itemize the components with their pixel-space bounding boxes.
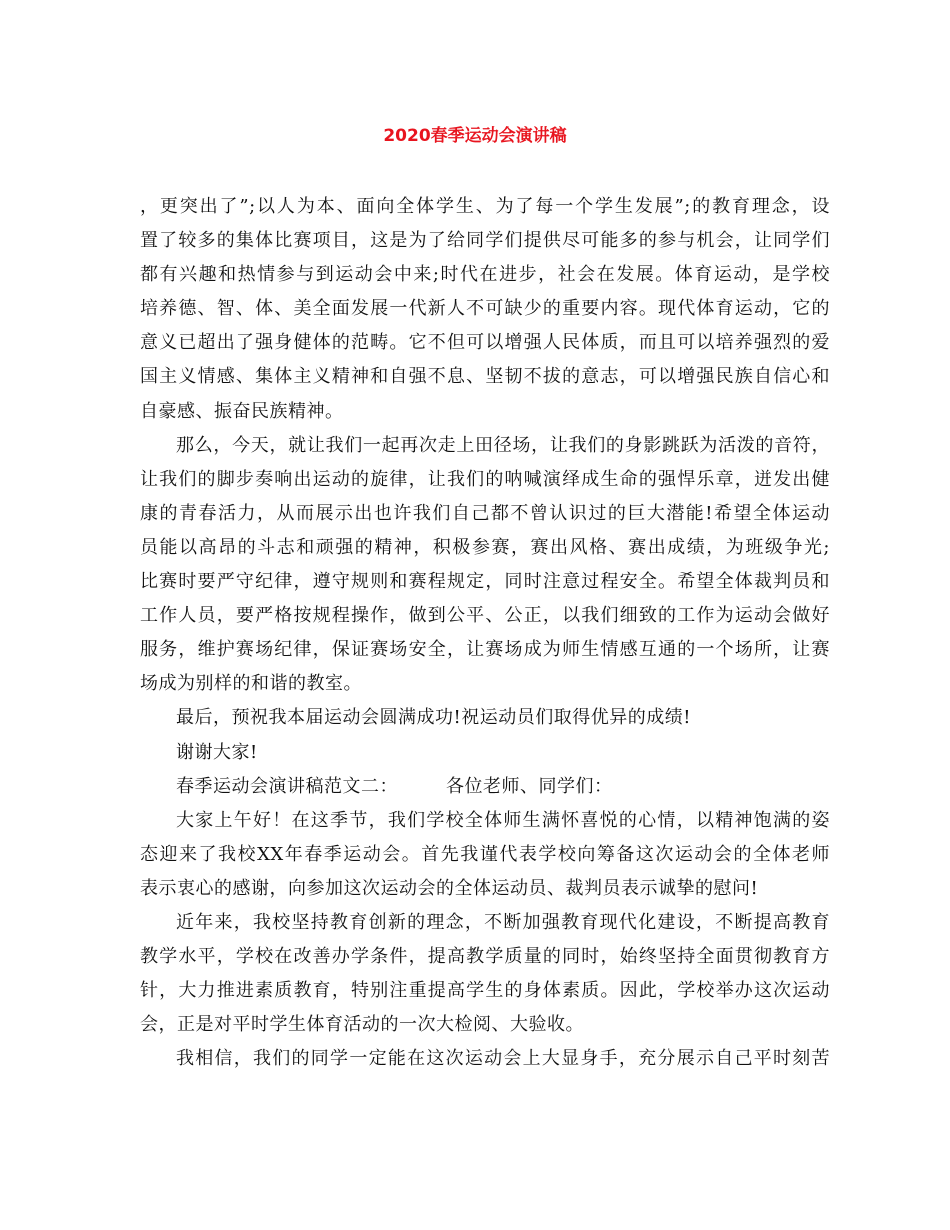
paragraph-line: 让我们的脚步奏响出运动的旋律，让我们的呐喊演绎成生命的强悍乐章，迸发出健 (140, 468, 830, 490)
paragraph-line: 会，正是对平时学生体育活动的一次大检阅、大验收。 (140, 1014, 584, 1036)
paragraph-line: 我相信，我们的同学一定能在这次运动会上大显身手，充分展示自己平时刻苦 (176, 1048, 830, 1070)
paragraph-line: ，更突出了”;以人为本、面向全体学生、为了每一个学生发展”;的教育理念，设 (140, 196, 830, 217)
paragraph-line: 康的青春活力，从而展示出也许我们自己都不曾认识过的巨大潜能!希望全体运动 (140, 502, 830, 524)
paragraph-line: 工作人员，要严格按规程操作，做到公平、公正，以我们细致的工作为运动会做好 (140, 605, 830, 627)
paragraph-line: 态迎来了我校XX年春季运动会。首先我谨代表学校向筹备这次运动会的全体老师 (140, 843, 830, 865)
paragraph-line: 那么，今天，就让我们一起再次走上田径场，让我们的身影跳跃为活泼的音符， (176, 434, 830, 456)
paragraph-line: 针，大力推进素质教育，特别注重提高学生的身体素质。因此，学校举办这次运动 (140, 980, 830, 1002)
paragraph-line: 自豪感、振奋民族精神。 (140, 400, 344, 422)
paragraph-line: 表示衷心的感谢，向参加这次运动会的全体运动员、裁判员表示诚挚的慰问! (140, 877, 759, 899)
paragraph-line: 都有兴趣和热情参与到运动会中来;时代在进步，社会在发展。体育运动，是学校 (140, 264, 830, 286)
paragraph-line: 意义已超出了强身健体的范畴。它不但可以增强人民体质，而且可以培养强烈的爱 (140, 332, 830, 354)
paragraph-line: 置了较多的集体比赛项目，这是为了给同学们提供尽可能多的参与机会，让同学们 (140, 230, 830, 252)
paragraph-line: 谢谢大家! (176, 741, 258, 763)
paragraph-line: 国主义情感、集体主义精神和自强不息、坚韧不拔的意志，可以增强民族自信心和 (140, 366, 830, 388)
section-heading: 春季运动会演讲稿范文二： (176, 775, 398, 797)
paragraph-line: 比赛时要严守纪律，遵守规则和赛程规定，同时注意过程安全。希望全体裁判员和 (140, 571, 830, 593)
paragraph-line: 大家上午好！在这季节，我们学校全体师生满怀喜悦的心情，以精神饱满的姿 (176, 809, 830, 831)
paragraph-line: 近年来，我校坚持教育创新的理念，不断加强教育现代化建设，不断提高教育 (176, 911, 830, 933)
salutation: 各位老师、同学们： (446, 775, 613, 797)
document-body (140, 190, 830, 1076)
paragraph-line: 最后，预祝我本届运动会圆满成功!祝运动员们取得优异的成绩! (176, 707, 691, 729)
section-heading-line (140, 770, 830, 804)
paragraph-line: 场成为别样的和谐的教室。 (140, 673, 362, 695)
paragraph-line: 服务，维护赛场纪律，保证赛场安全，让赛场成为师生情感互通的一个场所，让赛 (140, 639, 830, 661)
paragraph-line: 员能以高昂的斗志和顽强的精神，积极参赛，赛出风格、赛出成绩，为班级争光; (140, 536, 830, 558)
paragraph-line: 培养德、智、体、美全面发展一代新人不可缺少的重要内容。现代体育运动，它的 (140, 298, 830, 320)
document-title: 2020春季运动会演讲稿 (383, 126, 567, 146)
paragraph-line: 教学水平，学校在改善办学条件，提高教学质量的同时，始终坚持全面贯彻教育方 (140, 946, 830, 968)
